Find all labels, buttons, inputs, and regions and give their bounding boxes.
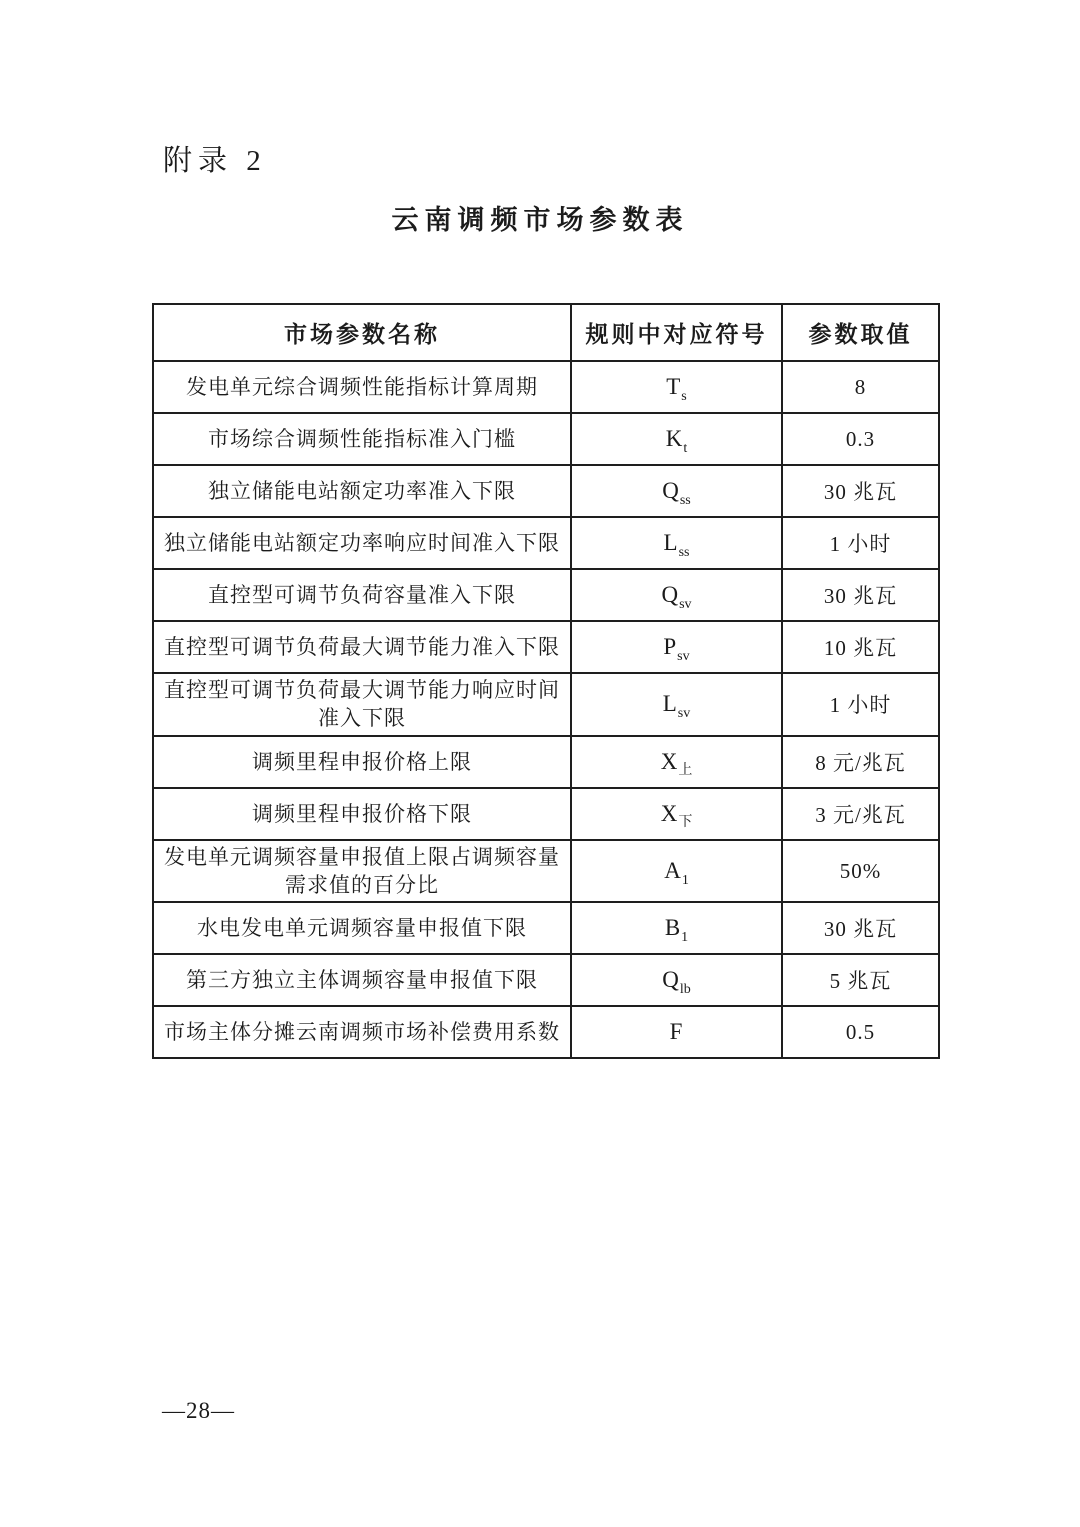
- symbol-base: X: [660, 800, 678, 826]
- table-row: [153, 569, 939, 621]
- symbol-subscript: 上: [678, 763, 693, 779]
- param-symbol: [571, 902, 782, 954]
- symbol-base: Q: [662, 967, 679, 993]
- param-value: 1 小时: [782, 673, 939, 736]
- param-name: 直控型可调节负荷容量准入下限: [153, 569, 571, 621]
- table-row: [153, 788, 939, 840]
- page-number: —28—: [162, 1398, 235, 1423]
- param-value: 0.3: [782, 413, 939, 465]
- symbol-base: Q: [662, 478, 679, 503]
- table-row: [153, 954, 939, 1006]
- param-symbol: [571, 1006, 782, 1058]
- param-symbol: [571, 736, 782, 788]
- param-value: 8: [782, 361, 939, 413]
- param-name: 调频里程申报价格上限: [153, 736, 571, 788]
- table-row: [153, 465, 939, 517]
- param-symbol: [571, 954, 782, 1006]
- table-row: [153, 673, 939, 736]
- symbol-subscript: sv: [677, 648, 690, 664]
- param-name: 直控型可调节负荷最大调节能力响应时间准入下限: [153, 673, 571, 736]
- table-row: [153, 902, 939, 954]
- symbol-base: K: [665, 426, 683, 451]
- appendix-heading: 附录 2: [163, 145, 267, 177]
- symbol-subscript: 1: [681, 929, 689, 945]
- symbol-base: L: [662, 691, 677, 717]
- symbol-base: F: [669, 1019, 683, 1045]
- header-parameter-name: 市场参数名称: [153, 304, 571, 361]
- table-row: [153, 840, 939, 903]
- table-row: [153, 621, 939, 673]
- symbol-base: P: [663, 634, 677, 659]
- param-name: 发电单元综合调频性能指标计算周期: [153, 361, 571, 413]
- table-row: [153, 361, 939, 413]
- symbol-base: Q: [661, 582, 679, 607]
- param-name: 直控型可调节负荷最大调节能力准入下限: [153, 621, 571, 673]
- symbol-base: T: [666, 374, 681, 399]
- param-symbol: [571, 413, 782, 465]
- param-symbol: [571, 788, 782, 840]
- param-name: 独立储能电站额定功率响应时间准入下限: [153, 517, 571, 569]
- symbol-subscript: sv: [679, 596, 692, 612]
- header-symbol: 规则中对应符号: [571, 304, 782, 361]
- symbol-subscript: t: [683, 440, 688, 456]
- param-name: 第三方独立主体调频容量申报值下限: [153, 954, 571, 1006]
- param-symbol: [571, 361, 782, 413]
- param-value: 50%: [782, 840, 939, 903]
- param-name: 市场主体分摊云南调频市场补偿费用系数: [153, 1006, 571, 1058]
- symbol-subscript: 1: [681, 872, 689, 888]
- symbol-subscript: 下: [678, 815, 693, 831]
- param-symbol: [571, 465, 782, 517]
- table-row: [153, 736, 939, 788]
- param-name: 调频里程申报价格下限: [153, 788, 571, 840]
- table-row: [153, 517, 939, 569]
- param-value: 0.5: [782, 1006, 939, 1058]
- symbol-base: X: [660, 748, 678, 774]
- symbol-subscript: ss: [678, 544, 690, 560]
- param-symbol: [571, 621, 782, 673]
- param-symbol: [571, 840, 782, 903]
- param-value: 3 元/兆瓦: [782, 788, 939, 840]
- table-row: [153, 1006, 939, 1058]
- symbol-subscript: s: [681, 388, 687, 404]
- parameter-table: [152, 303, 940, 1059]
- table-row: [153, 413, 939, 465]
- header-value: 参数取值: [782, 304, 939, 361]
- page-title: 云南调频市场参数表: [391, 205, 689, 235]
- param-value: 5 兆瓦: [782, 954, 939, 1006]
- symbol-base: B: [664, 915, 681, 941]
- param-value: 8 元/兆瓦: [782, 736, 939, 788]
- symbol-subscript: ss: [679, 492, 691, 508]
- param-value: 30 兆瓦: [782, 902, 939, 954]
- param-name: 市场综合调频性能指标准入门槛: [153, 413, 571, 465]
- param-value: 30 兆瓦: [782, 465, 939, 517]
- symbol-subscript: lb: [679, 981, 691, 997]
- param-symbol: [571, 569, 782, 621]
- symbol-base: L: [663, 530, 678, 555]
- param-name: 发电单元调频容量申报值上限占调频容量需求值的百分比: [153, 840, 571, 903]
- param-value: 30 兆瓦: [782, 569, 939, 621]
- param-value: 10 兆瓦: [782, 621, 939, 673]
- symbol-base: A: [664, 858, 681, 884]
- table-header-row: [153, 304, 939, 361]
- symbol-subscript: sv: [677, 705, 691, 721]
- param-name: 水电发电单元调频容量申报值下限: [153, 902, 571, 954]
- param-symbol: [571, 673, 782, 736]
- param-value: 1 小时: [782, 517, 939, 569]
- param-symbol: [571, 517, 782, 569]
- param-name: 独立储能电站额定功率准入下限: [153, 465, 571, 517]
